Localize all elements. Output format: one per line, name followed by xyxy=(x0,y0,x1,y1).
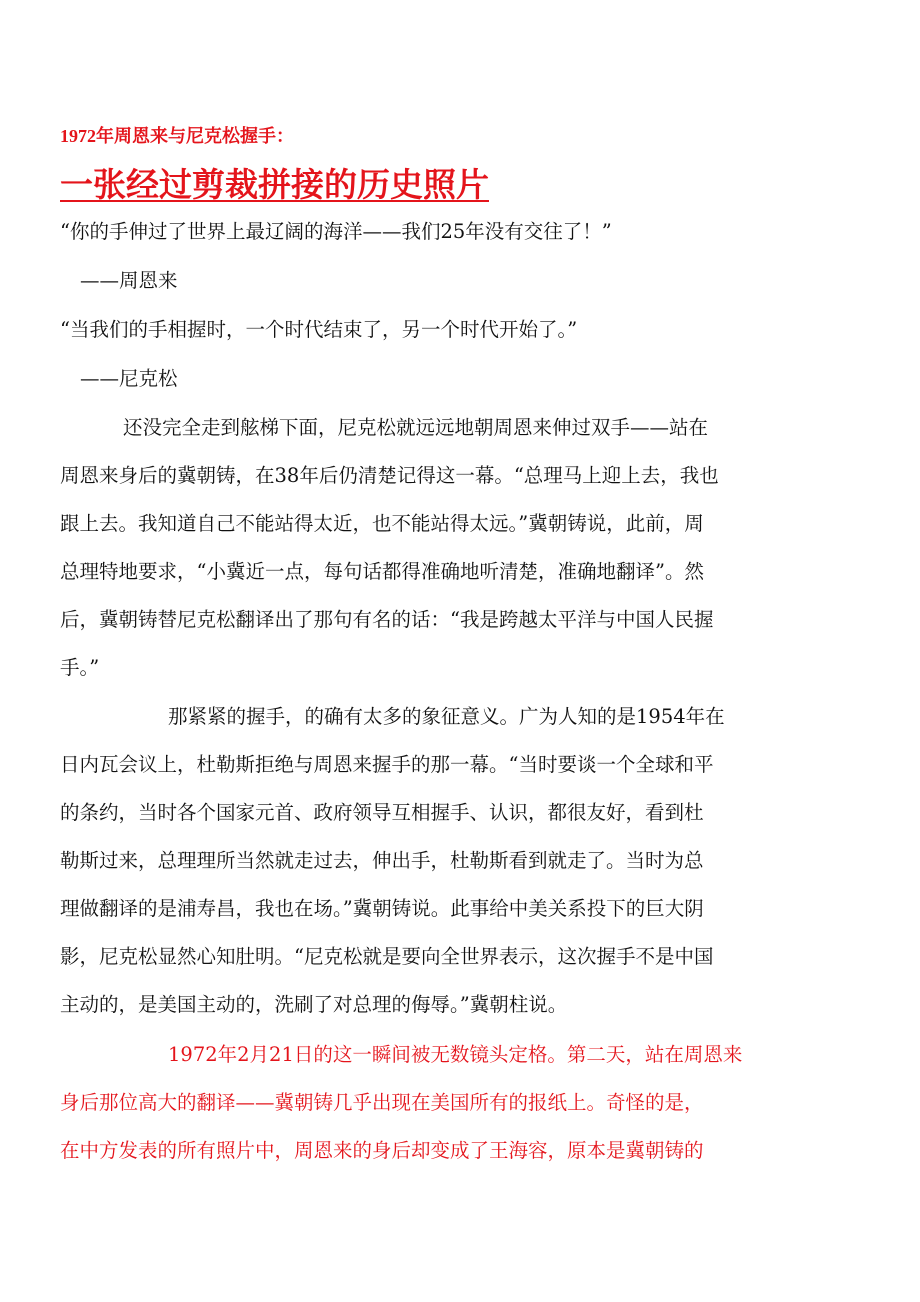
paragraph-1-line: 跟上去。我知道自己不能站得太近，也不能站得太远。”冀朝铸说，此前，周 xyxy=(60,512,704,535)
paragraph-3-line: 身后那位高大的翻译——冀朝铸几乎出现在美国所有的报纸上。奇怪的是， xyxy=(60,1091,704,1114)
quote-nixon-text: “当我们的手相握时，一个时代结束了，另一个时代开始了。” xyxy=(60,318,578,341)
article-title: 一张经过剪裁拼接的历史照片 xyxy=(60,165,489,204)
paragraph-2-line: 勒斯过来，总理理所当然就走过去，伸出手，杜勒斯看到就走了。当时为总 xyxy=(60,849,704,872)
paragraph-2-line: 主动的，是美国主动的，洗刷了对总理的侮辱。”冀朝柱说。 xyxy=(60,993,568,1016)
paragraph-3-line: 在中方发表的所有照片中，周恩来的身后却变成了王海容，原本是冀朝铸的 xyxy=(60,1139,704,1162)
article-subtitle: 1972年周恩来与尼克松握手： xyxy=(60,126,294,146)
paragraph-1-line: 后，冀朝铸替尼克松翻译出了那句有名的话：“我是跨越太平洋与中国人民握 xyxy=(60,608,714,631)
paragraph-2-line: 那紧紧的握手，的确有太多的象征意义。广为人知的是1954年在 xyxy=(168,705,725,728)
paragraph-2-line: 的条约，当时各个国家元首、政府领导互相握手、认识，都很友好，看到杜 xyxy=(60,801,704,824)
quote-zhou-text: “你的手伸过了世界上最辽阔的海洋——我们25年没有交往了！” xyxy=(60,220,612,243)
paragraph-1-line: 总理特地要求，“小冀近一点，每句话都得准确地听清楚，准确地翻译”。然 xyxy=(60,560,704,583)
paragraph-2-line: 日内瓦会议上，杜勒斯拒绝与周恩来握手的那一幕。“当时要谈一个全球和平 xyxy=(60,753,714,776)
paragraph-2-line: 理做翻译的是浦寿昌，我也在场。”冀朝铸说。此事给中美关系投下的巨大阴 xyxy=(60,897,704,920)
paragraph-1-line: 周恩来身后的冀朝铸，在38年后仍清楚记得这一幕。“总理马上迎上去，我也 xyxy=(60,464,719,487)
paragraph-1-line: 还没完全走到舷梯下面，尼克松就远远地朝周恩来伸过双手——站在 xyxy=(123,416,709,439)
paragraph-3-line: 1972年2月21日的这一瞬间被无数镜头定格。第二天，站在周恩来 xyxy=(168,1043,743,1066)
quote-nixon-attribution: ——尼克松 xyxy=(80,367,178,390)
paragraph-2-line: 影，尼克松显然心知肚明。“尼克松就是要向全世界表示，这次握手不是中国 xyxy=(60,945,714,968)
quote-zhou-attribution: ——周恩来 xyxy=(80,269,178,292)
paragraph-1-line: 手。” xyxy=(60,656,100,679)
